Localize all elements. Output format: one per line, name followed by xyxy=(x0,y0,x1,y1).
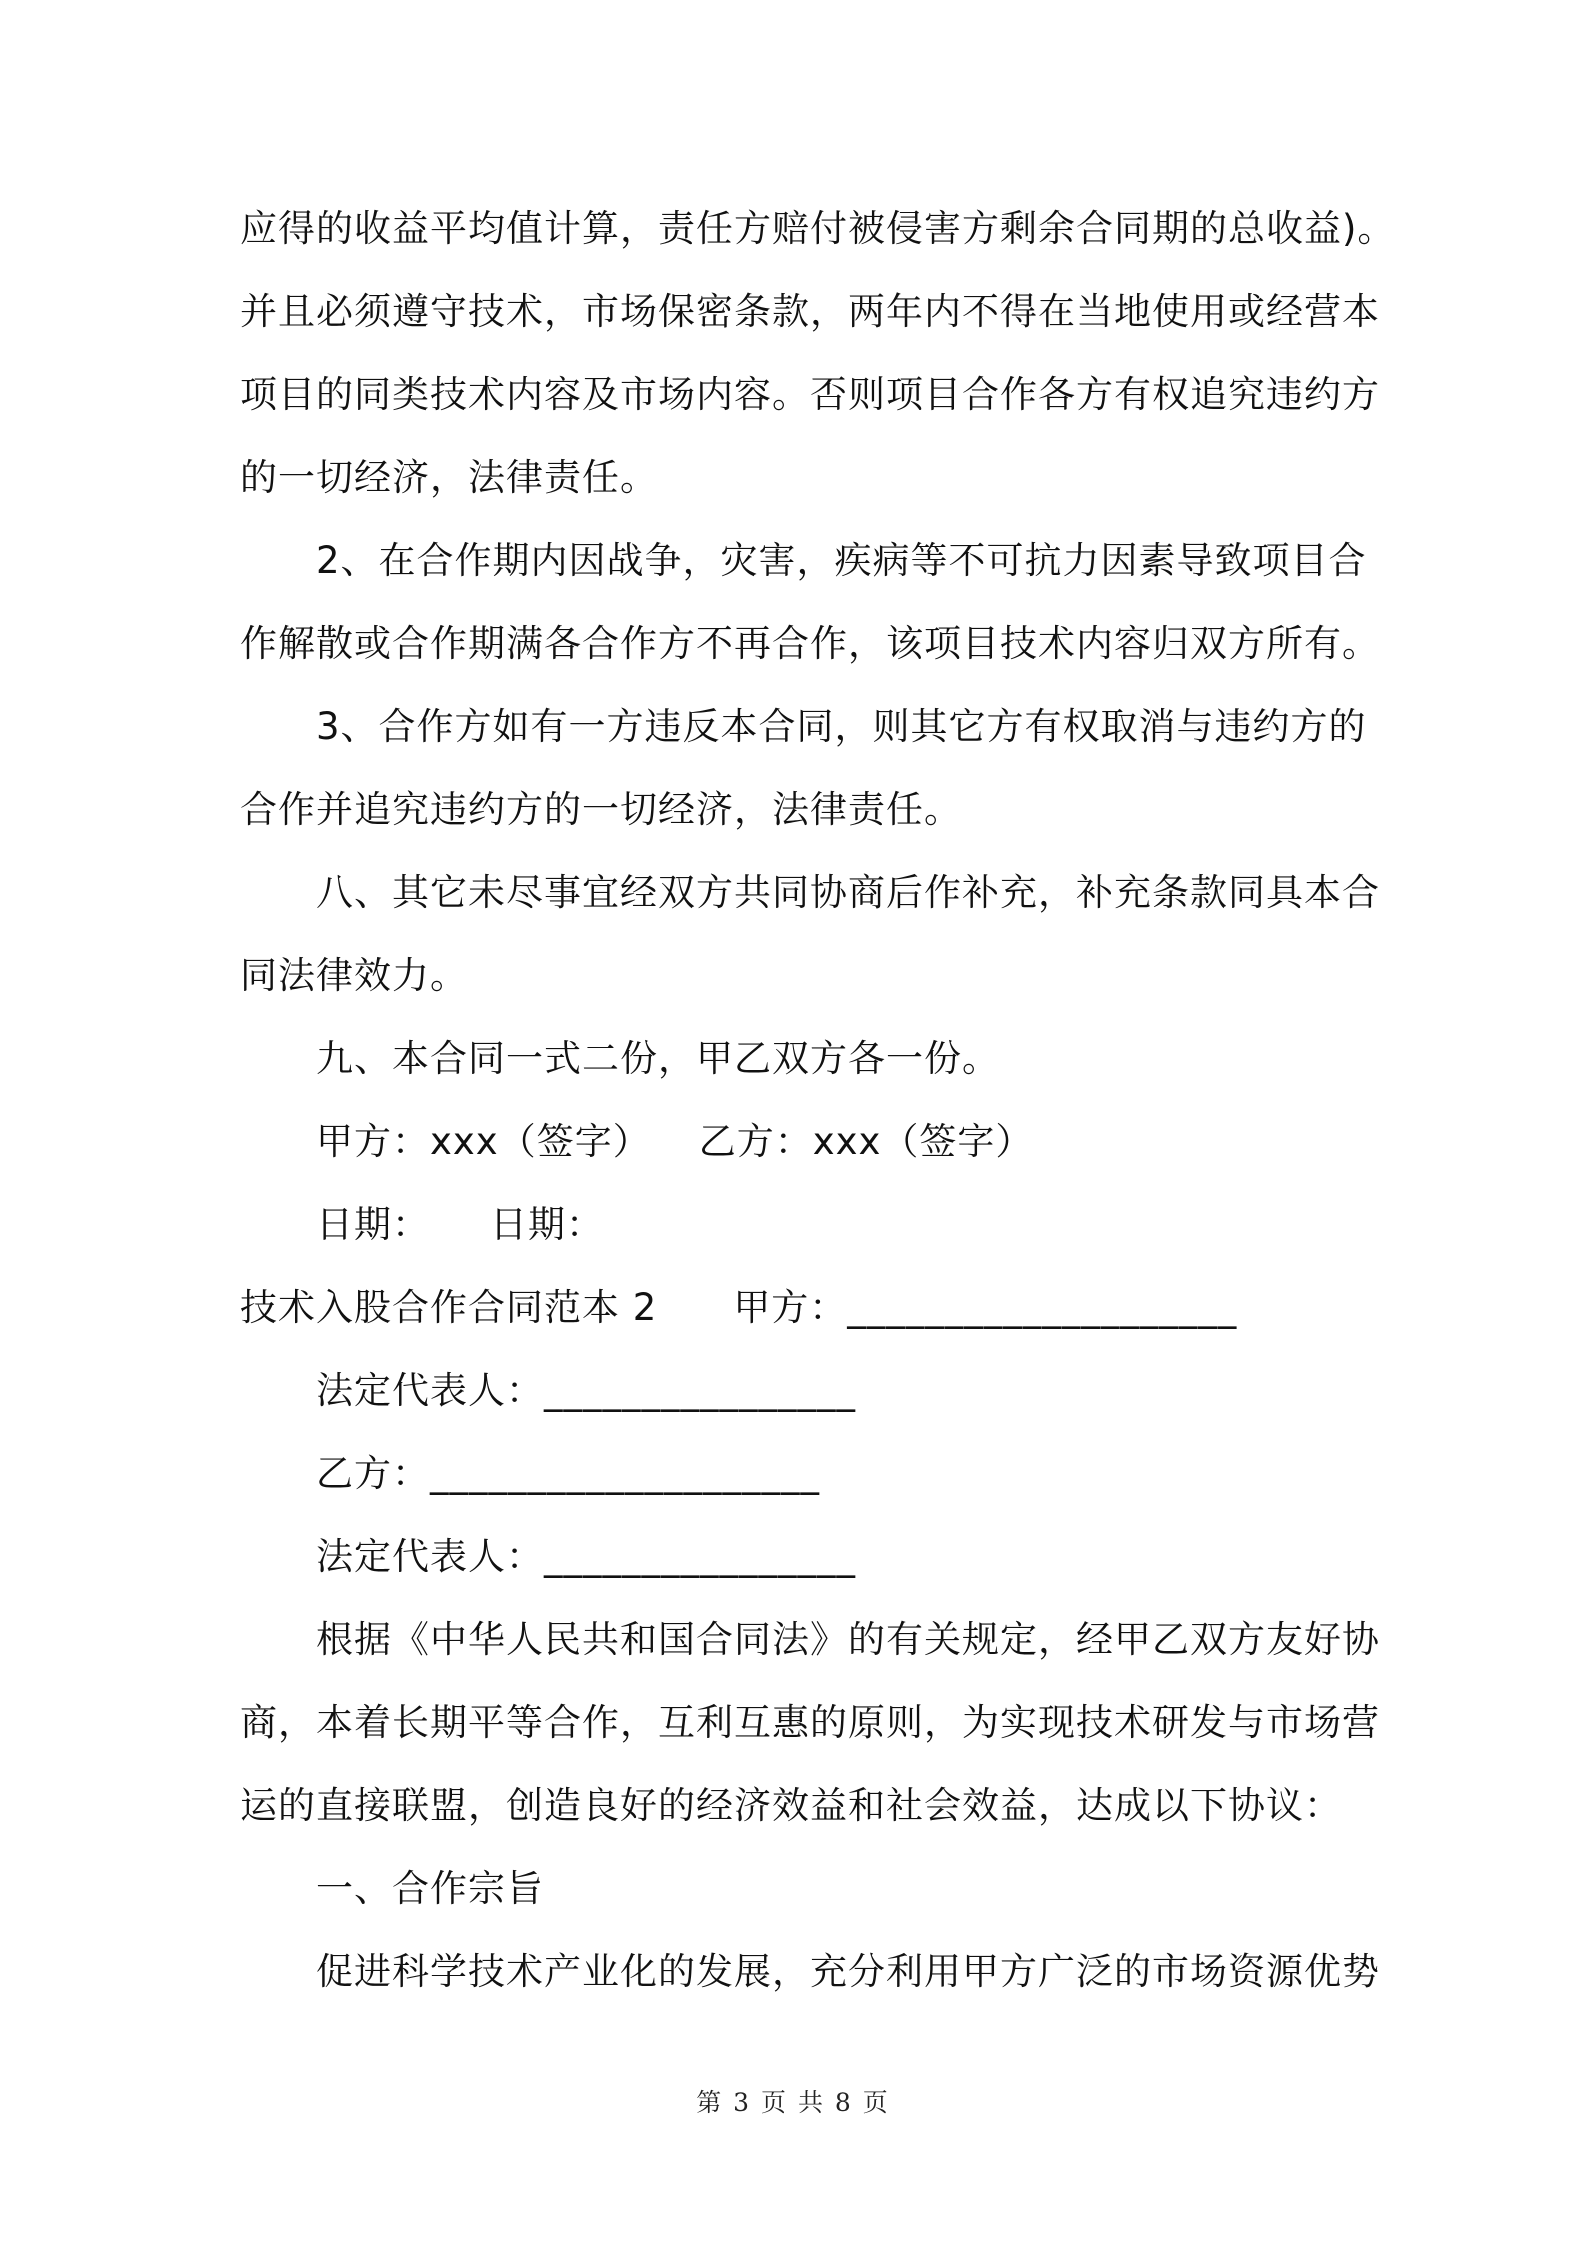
preamble-line-1: 根据《中华人民共和国合同法》的有关规定，经甲乙双方友好协 xyxy=(316,1618,1380,1661)
party-a-field: 甲方：____________________ xyxy=(733,1286,1238,1329)
clause-3-line-2: 合作并追究违约方的一切经济，法律责任。 xyxy=(240,788,962,831)
party-a-date: 日期： xyxy=(316,1203,430,1246)
party-b-representative-field: 法定代表人：________________ xyxy=(316,1535,856,1578)
party-b-field: 乙方：____________________ xyxy=(316,1452,820,1495)
party-a-signature: 甲方：xxx（签字） xyxy=(316,1120,651,1163)
paragraph-line-4: 的一切经济，法律责任。 xyxy=(240,456,658,499)
date-row xyxy=(316,1200,604,1250)
party-b-signature: 乙方：xxx（签字） xyxy=(698,1120,1034,1163)
clause-eight-line-1: 八、其它未尽事宜经双方共同协商后作补充，补充条款同具本合 xyxy=(316,871,1380,914)
party-a-representative-field: 法定代表人：________________ xyxy=(316,1369,856,1412)
paragraph-line-1: 应得的收益平均值计算，责任方赔付被侵害方剩余合同期的总收益)。 xyxy=(240,207,1396,250)
clause-eight-line-2: 同法律效力。 xyxy=(240,954,468,997)
page-number-footer: 第 3 页 共 8 页 xyxy=(696,2088,890,2117)
clause-3-line-1: 3、合作方如有一方违反本合同，则其它方有权取消与违约方的 xyxy=(316,705,1367,748)
purpose-paragraph-line-1: 促进科学技术产业化的发展，充分利用甲方广泛的市场资源优势 xyxy=(316,1950,1380,1993)
clause-2-line-2: 作解散或合作期满各合作方不再合作，该项目技术内容归双方所有。 xyxy=(240,622,1380,665)
party-b-date: 日期： xyxy=(490,1203,604,1246)
paragraph-line-3: 项目的同类技术内容及市场内容。否则项目合作各方有权追究违约方 xyxy=(240,373,1380,416)
template-2-heading-row xyxy=(240,1283,1237,1333)
template-title: 技术入股合作合同范本 2 xyxy=(240,1286,658,1329)
signature-row xyxy=(316,1117,1033,1167)
section-heading-purpose: 一、合作宗旨 xyxy=(316,1867,544,1910)
preamble-line-2: 商，本着长期平等合作，互利互惠的原则，为实现技术研发与市场营 xyxy=(240,1701,1380,1744)
paragraph-line-2: 并且必须遵守技术，市场保密条款，两年内不得在当地使用或经营本 xyxy=(240,290,1380,333)
clause-2-line-1: 2、在合作期内因战争，灾害，疾病等不可抗力因素导致项目合 xyxy=(316,539,1367,582)
preamble-line-3: 运的直接联盟，创造良好的经济效益和社会效益，达成以下协议： xyxy=(240,1784,1342,1827)
clause-nine: 九、本合同一式二份，甲乙双方各一份。 xyxy=(316,1037,1000,1080)
